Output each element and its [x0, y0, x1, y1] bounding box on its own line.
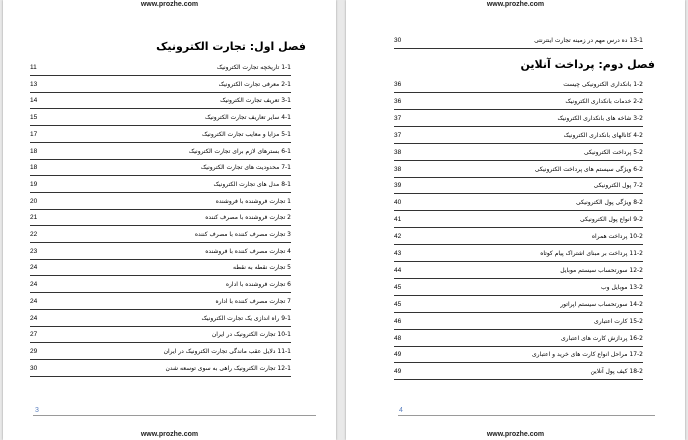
toc-entry-title: 1 تجارت فروشنده با فروشنده	[215, 197, 291, 205]
toc-entry	[30, 163, 291, 176]
toc-entry-page-number: 38	[394, 148, 402, 156]
toc-entry	[30, 364, 291, 377]
document-page-left	[3, 0, 336, 440]
toc-entry-page-number: 38	[394, 165, 402, 173]
toc-entry-title: 4-2 کانالهای بانکداری الکترونیک	[563, 131, 643, 139]
toc-entry-title: 4 تجارت مصرف کننده با فروشنده	[205, 247, 291, 255]
toc-entry	[30, 314, 291, 327]
toc-entry-title: 3-2 شاخه های بانکداری الکترونیک	[557, 114, 643, 122]
toc-entry-title: 7-1 محدودیت های تجارت الکترونیک	[200, 164, 291, 172]
toc-entry-page-number: 13	[30, 80, 38, 88]
toc-entry-title: 12-2 سورتحساب سیستم موبایل	[560, 266, 643, 274]
toc-entry-title: 3-1 تعریف تجارت الکترونیک	[220, 97, 291, 105]
toc-entry	[394, 198, 643, 211]
toc-entry-page-number: 23	[30, 247, 38, 255]
toc-entry-page-number: 46	[394, 317, 402, 325]
toc-entry-page-number: 45	[394, 300, 402, 308]
toc-entry-title: 1-2 بانکداری الکترونیکی چیست	[563, 81, 643, 88]
page-number: 4	[399, 407, 403, 414]
toc-entry	[394, 148, 643, 161]
toc-entry-page-number: 49	[394, 351, 402, 359]
toc-entry-title: 18-2 کیف پول آنلاین	[590, 368, 643, 376]
toc-entry	[394, 97, 643, 110]
toc-entry-page-number: 41	[394, 216, 402, 224]
toc-entry-title: 8-1 مدل های تجارت الکترونیک	[213, 180, 291, 188]
toc-entry-title: 2-1 معرفی تجارت الکترونیک	[218, 80, 291, 88]
toc-entry	[30, 113, 291, 126]
toc-entry-page-number: 30	[394, 37, 402, 44]
toc-entry	[394, 350, 643, 363]
toc-entry-title: 9-2 انواع پول الکترونیکی	[580, 216, 643, 224]
toc-entry-page-number: 24	[30, 297, 38, 305]
toc-entry	[30, 347, 291, 360]
toc-entry-title: 6-2 ویژگی سیستم های پرداخت الکترونیکی	[534, 165, 643, 173]
toc-entry-title: 7 تجارت مصرف کننده با اداره	[215, 297, 291, 305]
toc-entry-page-number: 37	[394, 114, 402, 122]
toc-entry	[30, 147, 291, 160]
toc-entry	[394, 300, 643, 313]
toc-entry-title: 6-1 بسترهای لازم برای تجارت الکترونیک	[188, 147, 291, 155]
toc-entry-page-number: 15	[30, 114, 38, 122]
toc-entry-title: 2 تجارت فروشنده با مصرف کننده	[205, 214, 291, 222]
footer-divider	[33, 415, 316, 416]
toc-entry-title: 8-2 ویژگی پول الکترونیکی	[575, 199, 643, 207]
toc-entry-title: 5-2 پرداخت الکترونیکی	[583, 148, 643, 156]
toc-entry	[394, 249, 643, 262]
toc-entry-page-number: 20	[30, 197, 38, 205]
toc-entry	[394, 283, 643, 296]
toc-entry-page-number: 48	[394, 334, 402, 342]
toc-entry	[30, 130, 291, 143]
toc-entry-page-number: 44	[394, 266, 402, 274]
toc-entry	[394, 181, 643, 194]
toc-entry-page-number: 30	[30, 364, 38, 372]
toc-entry	[30, 213, 291, 226]
toc-entry-page-number: 24	[30, 314, 38, 322]
toc-entry	[30, 280, 291, 293]
toc-entry	[394, 367, 643, 380]
toc-entry-page-number: 49	[394, 368, 402, 376]
site-footer-url: www.prozhe.com	[486, 431, 545, 438]
toc-entry-title: 12-1 تجارت الکترونیک راهی به سوی توسعه شدن	[165, 364, 291, 372]
toc-entry-page-number: 22	[30, 231, 38, 238]
toc-entry-page-number: 17	[30, 130, 38, 138]
toc-entry	[30, 230, 291, 243]
toc-entry-page-number: 14	[30, 97, 38, 105]
toc-entry	[394, 36, 643, 49]
toc-entry-title: 5 تجارت نقطه به نقطه	[233, 264, 291, 272]
site-footer-url: www.prozhe.com	[140, 431, 199, 438]
toc-entry-page-number: 18	[30, 164, 38, 172]
toc-entry-page-number: 19	[30, 180, 38, 188]
chapter-title: فصل اول: تجارت الکترونیک	[156, 40, 306, 53]
document-page-right	[346, 0, 685, 440]
toc-entry-page-number: 37	[394, 131, 402, 139]
toc-entry	[30, 247, 291, 260]
toc-entry-title: 13-1 ده درس مهم در زمینه تجارت اینترنتی	[534, 37, 643, 44]
footer-divider	[398, 415, 655, 416]
toc-entry-title: 4-1 سایر تعاریف تجارت الکترونیک	[204, 114, 291, 122]
toc-entry-page-number: 27	[30, 331, 38, 339]
toc-entry-page-number: 24	[30, 281, 38, 289]
toc-entry-page-number: 29	[30, 347, 38, 355]
chapter-title: فصل دوم: پرداخت آنلاین	[520, 58, 655, 71]
toc-entry	[394, 131, 643, 144]
toc-entry-page-number: 24	[30, 264, 38, 272]
toc-entry-page-number: 45	[394, 283, 402, 291]
toc-entry-page-number: 39	[394, 182, 402, 190]
toc-entry-title: 17-2 مراحل انواع کارت های خرید و اعتباری	[531, 351, 643, 359]
site-header-url: www.prozhe.com	[140, 1, 199, 8]
toc-entry-page-number: 18	[30, 147, 38, 155]
toc-entry	[30, 63, 291, 76]
toc-entry	[394, 114, 643, 127]
toc-entry-title: 11-2 پرداخت بر مبنای اشتراک پیام کوتاه	[540, 250, 643, 257]
toc-entry-page-number: 36	[394, 81, 402, 88]
toc-entry	[30, 297, 291, 310]
toc-entry-title: 2-2 خدمات بانکداری الکترونیک	[565, 97, 643, 105]
toc-entry	[30, 80, 291, 93]
toc-entry	[30, 263, 291, 276]
toc-entry-title: 6 تجارت فروشنده با اداره	[225, 281, 291, 289]
toc-entry	[30, 197, 291, 210]
toc-entry-title: 1-1 تاریخچه تجارت الکترونیک	[216, 64, 291, 71]
toc-entry-page-number: 21	[30, 214, 38, 222]
toc-entry	[30, 96, 291, 109]
toc-entry	[394, 266, 643, 279]
toc-entry-title: 3 تجارت مصرف کننده با مصرف کننده	[194, 231, 291, 238]
toc-entry-page-number: 43	[394, 250, 402, 257]
toc-entry	[394, 80, 643, 93]
toc-entry	[394, 215, 643, 228]
toc-entry-title: 16-2 پردازش کارت های اعتباری	[560, 334, 643, 342]
toc-entry-title: 10-1 تجارت الکترونیک در ایران	[211, 331, 291, 339]
toc-entry-title: 5-1 مزایا و معایب تجارت الکترونیک	[201, 130, 291, 138]
page-number: 3	[35, 407, 39, 414]
toc-entry	[394, 334, 643, 347]
toc-entry-title: 10-2 پرداخت همراه	[591, 233, 643, 241]
toc-entry-page-number: 42	[394, 233, 402, 241]
toc-entry-title: 15-2 کارت اعتباری	[594, 317, 643, 325]
site-header-url: www.prozhe.com	[486, 1, 545, 8]
toc-entry	[30, 180, 291, 193]
toc-entry-title: 11-1 دلایل عقب ماندگی تجارت الکترونیک در ایران	[163, 347, 291, 355]
toc-entry-page-number: 40	[394, 199, 402, 207]
toc-entry-title: 14-2 سورتحساب سیستم اپراتور	[560, 300, 643, 308]
toc-entry	[394, 165, 643, 178]
toc-entry-page-number: 11	[30, 64, 37, 71]
toc-entry-title: 7-2 پول الکترونیکی	[593, 182, 643, 190]
toc-entry	[394, 317, 643, 330]
toc-entry	[30, 330, 291, 343]
toc-entry-page-number: 36	[394, 97, 402, 105]
toc-entry	[394, 232, 643, 245]
toc-entry-title: 13-2 موبایل وب	[600, 283, 643, 291]
toc-entry-title: 9-1 راه اندازی یک تجارت الکترونیک	[201, 314, 291, 322]
